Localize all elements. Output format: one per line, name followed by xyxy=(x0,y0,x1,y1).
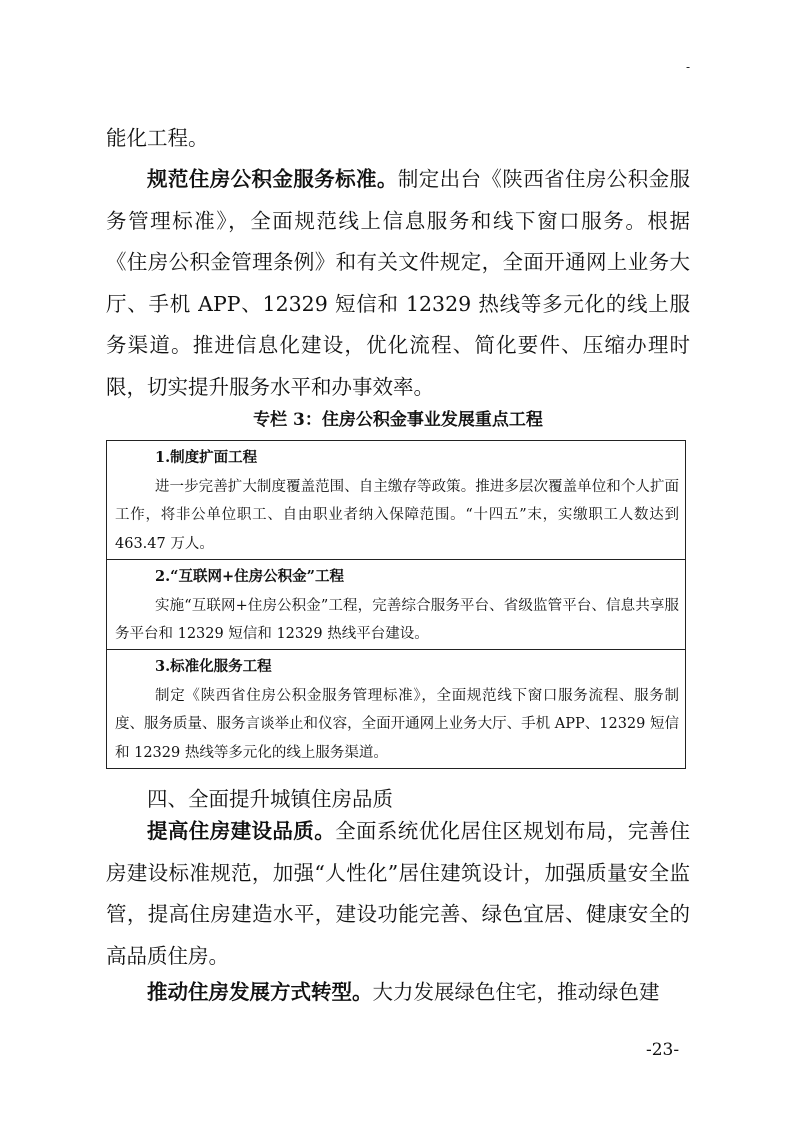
box-section-title: 1.制度扩面工程 xyxy=(155,449,258,466)
page-number: -23- xyxy=(646,1040,680,1060)
box-section-2 xyxy=(106,559,686,650)
paragraph-text: 全面系统优化居住区规划布局，完善住房建设标准规范，加强“人性化”居住建筑设计，加强质量安全监管，提高住房建造水平，建设功能完善、绿色宜居、健康安全的高品质住房。 xyxy=(106,819,691,968)
box-section-body: 实施“互联网+住房公积金”工程，完善综合服务平台、省级监管平台、信息共享服务平台和 12329 短信和 12329 热线平台建设。 xyxy=(115,597,679,642)
paragraph-text: 大力发展绿色住宅，推动绿色建 xyxy=(372,980,660,1004)
box-section-title: 3.标准化服务工程 xyxy=(155,658,272,675)
paragraph-lead: 推动住房发展方式转型。 xyxy=(147,980,373,1004)
box-section-title: 2.“互联网+住房公积金”工程 xyxy=(155,568,344,585)
paragraph-lead: 提高住房建设品质。 xyxy=(147,819,336,843)
paragraph-development-mode xyxy=(106,972,690,1014)
top-mark: - xyxy=(686,60,691,74)
paragraph-service-standard xyxy=(106,159,690,408)
paragraph-text: 制定出台《陕西省住房公积金服务管理标准》，全面规范线上信息服务和线下窗口服务。根据《住房公积金管理条例》和有关文件规定，全面开通网上业务大厅、手机 APP、12329 短信和 12329 热线等多元化的线上服务渠道。推进信息化建设，优化流程、简化要件、压缩办理时限，切实提升服务水平和办事效率。 xyxy=(106,167,691,399)
paragraph-continuation: 能化工程。 xyxy=(106,126,209,150)
box-section-body: 进一步完善扩大制度覆盖范围、自主缴存等政策。推进多层次覆盖单位和个人扩面工作，将非公单位职工、自由职业者纳入保障范围。“十四五”末，实缴职工人数达到 463.47 万人。 xyxy=(115,478,679,552)
box-section-1 xyxy=(106,440,686,560)
box-section-body: 制定《陕西省住房公积金服务管理标准》，全面规范线下窗口服务流程、服务制度、服务质量、服务言谈举止和仪容，全面开通网上业务大厅、手机 APP、12329 短信和 12329 热线等多元化的线上服务渠道。 xyxy=(115,687,679,761)
paragraph-lead: 规范住房公积金服务标准。 xyxy=(147,167,398,191)
box-title: 专栏 3：住房公积金事业发展重点工程 xyxy=(253,410,543,430)
section-heading: 四、全面提升城镇住房品质 xyxy=(147,787,393,811)
paragraph-housing-quality xyxy=(106,811,690,977)
box-section-3 xyxy=(106,649,686,769)
